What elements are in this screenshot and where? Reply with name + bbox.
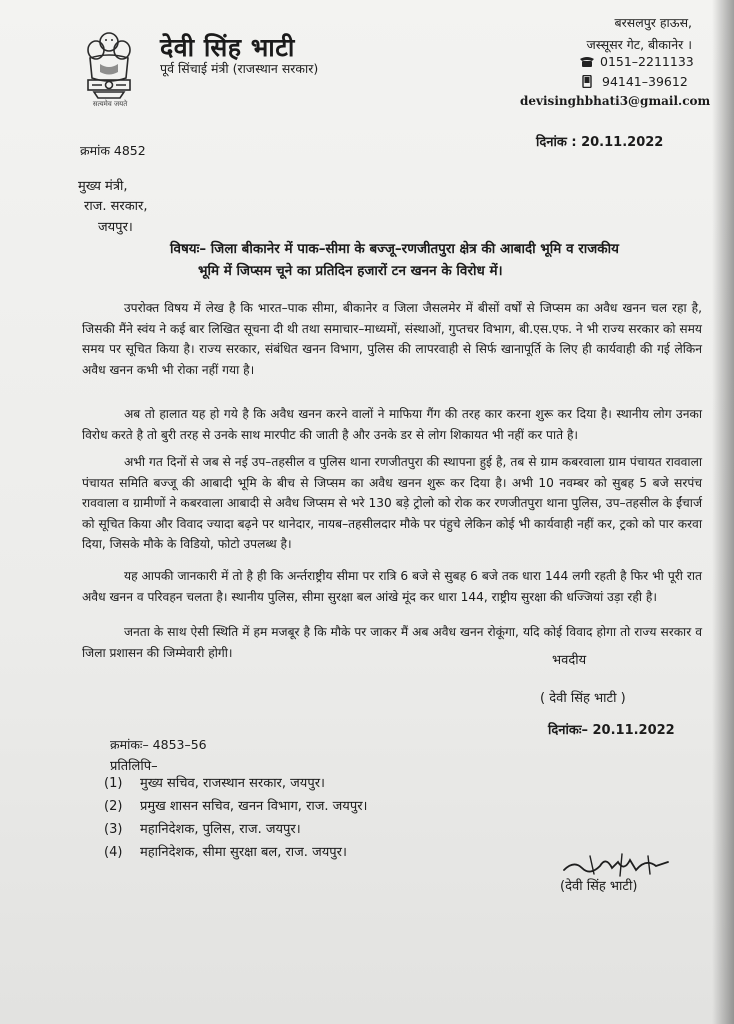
copy-item bbox=[104, 841, 367, 864]
copy-list bbox=[104, 772, 367, 864]
address-line-1: बरसलपुर हाऊस, bbox=[614, 15, 692, 30]
letter-date: दिनांक : 20.11.2022 bbox=[536, 135, 664, 150]
body-paragraph-2 bbox=[82, 404, 702, 445]
copy-item-text: महानिदेशक, पुलिस, राज. जयपुर। bbox=[140, 822, 301, 837]
body-paragraph-1 bbox=[82, 298, 702, 380]
body-paragraph-5-text: जनता के साथ ऐसी स्थिति में हम मजबूर है कि मौके पर जाकर मैं अब अवैध खनन रोकूंगा, यदि कोई विवाद होगा तो राज्य सरकार व जिला प्रशासन की जिम्मेवारी होगी। bbox=[82, 625, 702, 660]
recipient-line-2: राज. सरकार, bbox=[84, 199, 148, 214]
copy-date: दिनांकः– 20.11.2022 bbox=[548, 723, 675, 738]
email-address: devisinghbhati3@gmail.com bbox=[520, 94, 711, 108]
copy-item-index: (1) bbox=[104, 776, 123, 791]
copy-item-index: (3) bbox=[104, 822, 123, 837]
copy-item-index: (2) bbox=[104, 799, 123, 814]
phone-number-1: 0151–2211133 bbox=[600, 54, 694, 69]
body-paragraph-3 bbox=[82, 452, 702, 555]
body-paragraph-3-text: अभी गत दिनों से जब से नई उप–तहसील व पुलिस थाना रणजीतपुरा की स्थापना हुई है, तब से ग्राम कबरवाला ग्राम पंचायत राववाला पंचायत समिति बज्जू की आबादी भूमि के बीच से जिप्सम का अवैध खनन शुरू कर दिया है। अभी 10 नवम्बर को सुबह 5 बजे सरपंच राववाला व ग्रामीणों ने कबरवाला आबादी से अवैध जिप्सम से भरे 130 बड़े ट्रोलो को रोक कर रणजीतपुरा थाना पुलिस, उप–तहसील के ईंचार्ज को सूचित किया और विवाद ज्यादा बढ़ने पर थानेदार, नायब–तहसीलदार मौके पर पंहुचे लेकिन कोई भी कार्यवाही नहीं कर, ट्रको को पार करवा दिया, जिसके मौके के विडियो, फोटो उपलब्ध है। bbox=[82, 455, 702, 551]
closing: भवदीय bbox=[552, 653, 587, 668]
body-paragraph-4 bbox=[82, 566, 702, 607]
recipient-line-1: मुख्य मंत्री, bbox=[78, 179, 128, 194]
body-paragraph-4-text: यह आपकी जानकारी में तो है ही कि अर्न्तराष्ट्रीय सीमा पर रात्रि 6 बजे से सुबह 6 बजे तक धारा 144 लगी रहती है फिर भी पूरी रात अवैध खनन व परिवहन चलता है। स्थानीय पुलिस, सीमा सुरक्षा बल आंखे मूंद कर धारा 144, राष्ट्रीय सुरक्षा की धज्जियां उड़ा रही है। bbox=[82, 569, 702, 604]
copy-reference-number: क्रमांकः– 4853–56 bbox=[110, 737, 207, 752]
letterhead-name: देवी सिंह भाटी bbox=[160, 33, 295, 62]
signatory-name-2: (देवी सिंह भाटी) bbox=[560, 879, 638, 894]
subject-line-1: विषयः– जिला बीकानेर में पाक–सीमा के बज्जू–रणजीतपुरा क्षेत्र की आबादी भूमि व राजकीय bbox=[170, 241, 620, 257]
body-paragraph-1-text: उपरोक्त विषय में लेख है कि भारत–पाक सीमा, बीकानेर व जिला जैसलमेर में बीसों वर्षों से जिप्सम का अवैध खनन चल रहा है, जिसकी मैंने स्वंय ने कई बार लिखित सूचना दी थी तथा समाचार–माध्यमों, संस्थाओं, गुप्तचर विभाग, बी.एस.एफ. ने भी राज्य सरकार को समय समय पर सूचित किया है। राज्य सरकार, संबंधित खनन विभाग, पुलिस की लापरवाही से सिर्फ खानापूर्ति के लिए ही कार्यवाही की गई लेकिन अवैध खनन कभी भी रोका नहीं गया है। bbox=[82, 301, 702, 377]
copy-label: प्रतिलिपि– bbox=[110, 759, 158, 774]
copy-item-index: (4) bbox=[104, 845, 123, 860]
phone-number-2: 94141–39612 bbox=[602, 74, 688, 89]
reference-number: क्रमांक 4852 bbox=[80, 143, 146, 158]
copy-item-text: मुख्य सचिव, राजस्थान सरकार, जयपुर। bbox=[140, 776, 325, 791]
recipient-line-3: जयपुर। bbox=[98, 220, 133, 235]
signatory-name: ( देवी सिंह भाटी ) bbox=[540, 691, 626, 706]
copy-item bbox=[104, 772, 367, 795]
subject bbox=[170, 238, 716, 282]
copy-item bbox=[104, 795, 367, 818]
page-edge-shadow bbox=[712, 0, 734, 1024]
subject-line-2: भूमि में जिप्सम चूने का प्रतिदिन हजारों टन खनन के विरोध में। bbox=[198, 263, 503, 279]
body-paragraph-5 bbox=[82, 622, 702, 663]
emblem-motto: सत्यमेव जयते bbox=[92, 100, 128, 108]
address-line-2: जस्सूसर गेट, बीकानेर । bbox=[586, 37, 692, 52]
copy-item-text: महानिदेशक, सीमा सुरक्षा बल, राज. जयपुर। bbox=[140, 845, 347, 860]
letterhead-designation: पूर्व सिंचाई मंत्री (राजस्थान सरकार) bbox=[160, 61, 319, 76]
copy-item-text: प्रमुख शासन सचिव, खनन विभाग, राज. जयपुर। bbox=[140, 799, 368, 814]
copy-item bbox=[104, 818, 367, 841]
mobile-icon bbox=[582, 75, 592, 88]
body-paragraph-2-text: अब तो हालात यह हो गये है कि अवैध खनन करने वालों ने माफिया गैंग की तरह कार करना शुरू कर दिया है। स्थानीय लोग उनका विरोध करते है तो बुरी तरह से उनके साथ मारपीट की जाती है और उनके डर से लोग शिकायत भी नहीं कर पाते है। bbox=[82, 407, 702, 442]
phone-icon bbox=[579, 56, 595, 67]
national-emblem-icon bbox=[80, 28, 138, 110]
